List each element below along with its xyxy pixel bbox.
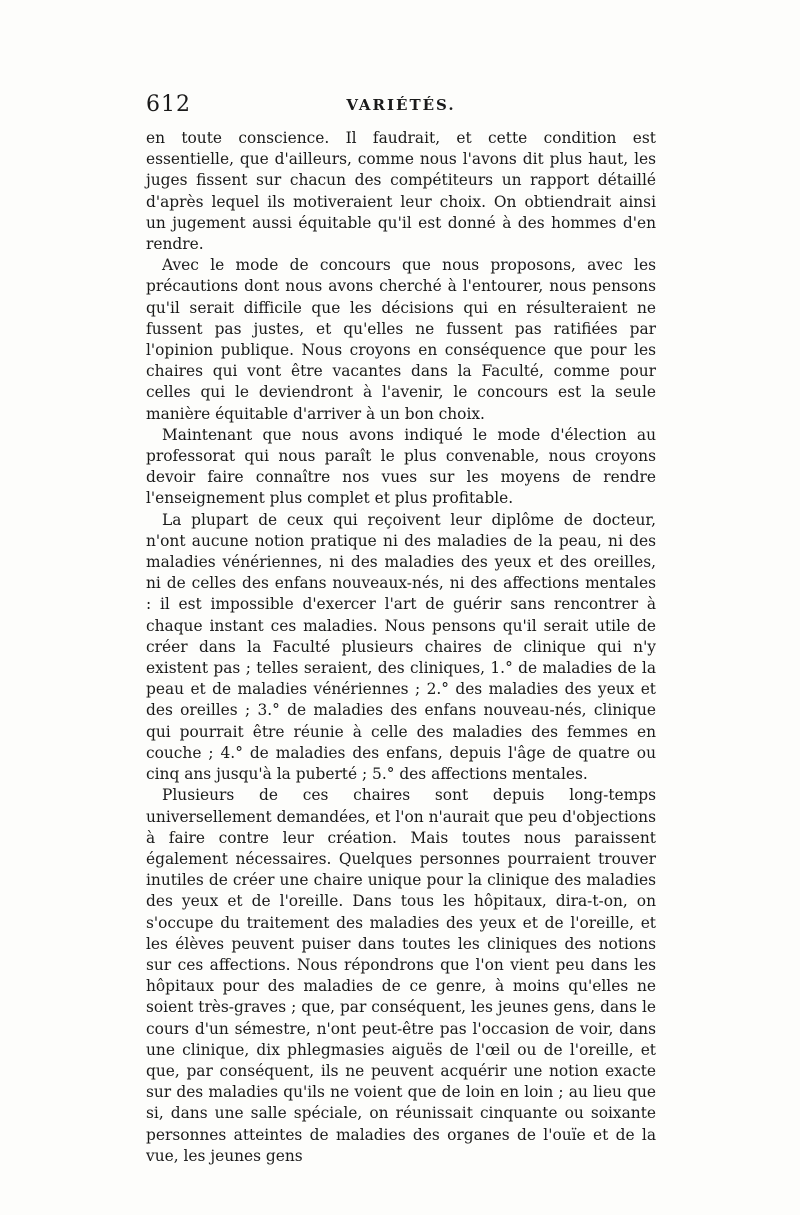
body-text	[146, 128, 656, 1167]
paragraph: La plupart de ceux qui reçoivent leur diplôme de docteur, n'ont aucune notion pratique ni des maladies de la peau, ni des maladies vénériennes, ni des maladies des yeux et des oreilles, ni de celles des enfans nouveaux-nés, ni des affections mentales : il est impossible d'exercer l'art de guérir sans rencontrer à chaque instant ces maladies. Nous pensons qu'il serait utile de créer dans la Faculté plusieurs chaires de clinique qui n'y existent pas ; telles seraient, des cliniques, 1.° de maladies de la peau et de maladies vénériennes ; 2.° des maladies des yeux et des oreilles ; 3.° de maladies des enfans nouveau-nés, clinique qui pourrait être réunie à celle des maladies des femmes en couche ; 4.° de maladies des enfans, depuis l'âge de quatre ou cinq ans jusqu'à la puberté ; 5.° des affections mentales.	[146, 510, 656, 784]
page-header	[146, 92, 656, 122]
paragraph: Avec le mode de concours que nous proposons, avec les précautions dont nous avons cherché à l'entourer, nous pensons qu'il serait difficile que les décisions qui en résulteraient ne fussent pas justes, et qu'elles ne fussent pas ratifiées par l'opinion publique. Nous croyons en conséquence que pour les chaires qui vont être vacantes dans la Faculté, comme pour celles qui le deviendront à l'avenir, le concours est la seule manière équitable d'arriver à un bon choix.	[146, 256, 656, 423]
paragraph: Maintenant que nous avons indiqué le mode d'élection au professorat qui nous paraît le plus convenable, nous croyons devoir faire connaître nos vues sur les moyens de rendre l'enseignement plus complet et plus profitable.	[146, 425, 656, 508]
paragraph: Plusieurs de ces chaires sont depuis long-temps universellement demandées, et l'on n'aurait que peu d'objections à faire contre leur création. Mais toutes nous paraissent également nécessaires. Quelques personnes pourraient trouver inutiles de créer une chaire unique pour la clinique des maladies des yeux et de l'oreille. Dans tous les hôpitaux, dira-t-on, on s'occupe du traitement des maladies des yeux et de l'oreille, et les élèves peuvent puiser dans toutes les cliniques des notions sur ces affections. Nous répondrons que l'on vient peu dans les hôpitaux pour des maladies de ce genre, à moins qu'elles ne soient très-graves ; que, par conséquent, les jeunes gens, dans le cours d'un sémestre, n'ont peut-être pas l'occasion de voir, dans une clinique, dix phlegmasies aiguës de l'œil ou de l'oreille, et que, par conséquent, ils ne peuvent acquérir une notion exacte sur des maladies qu'ils ne voient que de loin en loin ; au lieu que si, dans une salle spéciale, on réunissait cinquante ou soixante personnes atteintes de maladies des organes de l'ouïe et de la vue, les jeunes gens	[146, 786, 656, 1165]
page-number: 612	[146, 92, 191, 117]
running-head: VARIÉTÉS.	[346, 96, 456, 114]
paragraph: en toute conscience. Il faudrait, et cette condition est essentielle, que d'ailleurs, comme nous l'avons dit plus haut, les juges fissent sur chacun des compétiteurs un rapport détaillé d'après lequel ils motiveraient leur choix. On obtiendrait ainsi un jugement aussi équitable qu'il est donné à des hommes d'en rendre.	[146, 129, 656, 254]
